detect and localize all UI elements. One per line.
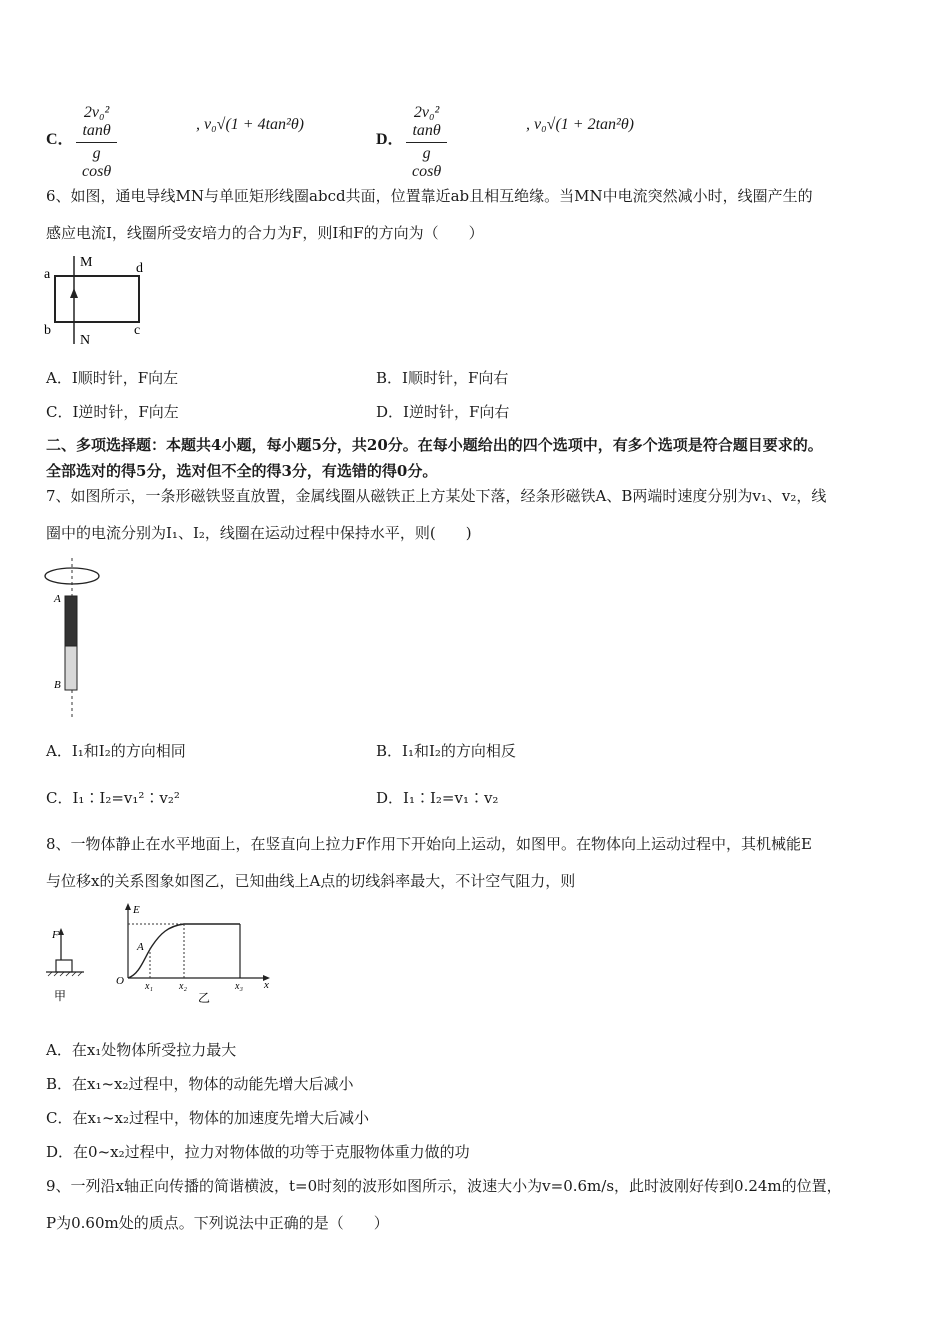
option-label: C． [46, 131, 74, 148]
q8-option-d[interactable]: D．在0~x₂过程中，拉力对物体做的功等于克服物体重力做的功 [46, 1143, 470, 1161]
q6-coil-figure [40, 252, 150, 347]
label-c: c [134, 323, 141, 338]
q7-stem-line1: 7、如图所示，一条形磁铁竖直放置，金属线圈从磁铁正上方某处下落，经条形磁铁A、B两端时速度分别为v₁、v₂，线 [46, 487, 827, 505]
fraction [76, 104, 117, 181]
q8-stem-line1: 8、一物体静止在水平地面上，在竖直向上拉力F作用下开始向上运动，如图甲。在物体向上运动过程中，其机械能E [46, 835, 812, 853]
q7-option-a[interactable]: A．I₁和I₂的方向相同 [46, 742, 186, 760]
label-b-end: B [54, 679, 61, 691]
figure-jia [46, 928, 84, 1003]
numerator: 2v₀² tanθ [76, 104, 117, 143]
current-arrow-icon [70, 288, 78, 298]
magnet-south-half [65, 646, 77, 690]
q9-stem-line1: 9、一列沿x轴正向传播的简谐横波，t=0时刻的波形如图所示，波速大小为v=0.6m/s，此时波刚好传到0.24m的位置， [46, 1177, 842, 1195]
block [56, 960, 72, 972]
denominator: g cosθ [412, 145, 442, 180]
q8-option-c[interactable]: C．在x₁~x₂过程中，物体的加速度先增大后减小 [46, 1109, 369, 1127]
option-label: D． [376, 131, 404, 148]
q6-stem-line2: 感应电流I，线圈所受安培力的合力为F，则I和F的方向为（ ） [46, 224, 484, 242]
label-x3: x₃ [235, 981, 243, 992]
label-x2: x₂ [179, 981, 187, 992]
label-f: F [52, 929, 59, 941]
q9-stem-line2: P为0.60m处的质点。下列说法中正确的是（ ） [46, 1214, 389, 1232]
section2-header-line1: 二、多项选择题：本题共4小题，每小题5分，共20分。在每小题给出的四个选项中，有多个选项是符合题目要求的。 [46, 436, 823, 454]
q7-magnet-figure [40, 558, 110, 718]
label-e: E [133, 904, 140, 916]
label-d: d [136, 261, 143, 276]
q8-figure [44, 900, 284, 1010]
velocity-expression: , v₀√(1 + 2tan²θ) [526, 116, 634, 133]
q7-option-c[interactable]: C．I₁∶I₂=v₁²∶v₂² [46, 789, 180, 807]
label-a-end: A [54, 593, 61, 605]
velocity-expression: , v₀√(1 + 4tan²θ) [196, 116, 304, 133]
q6-option-b[interactable]: B．I顺时针，F向右 [376, 369, 509, 387]
q6-option-d[interactable]: D．I逆时针，F向右 [376, 403, 510, 421]
q8-option-b[interactable]: B．在x₁~x₂过程中，物体的动能先增大后减小 [46, 1075, 354, 1093]
magnet-north-half [65, 596, 77, 646]
q7-option-b[interactable]: B．I₁和I₂的方向相反 [376, 742, 516, 760]
fraction [406, 104, 447, 181]
q7-stem-line2: 圈中的电流分别为I₁、I₂，线圈在运动过程中保持水平，则( ) [46, 524, 472, 542]
q8-stem-line2: 与位移x的关系图象如图乙，已知曲线上A点的切线斜率最大，不计空气阻力，则 [46, 872, 576, 890]
q8-option-a[interactable]: A．在x₁处物体所受拉力最大 [46, 1041, 237, 1059]
numerator: 2v₀² tanθ [406, 104, 447, 143]
label-yi: 乙 [198, 991, 211, 1005]
force-arrow-icon [58, 928, 64, 935]
denominator: g cosθ [82, 145, 112, 180]
q6-stem-line1: 6、如图，通电导线MN与单匝矩形线圈abcd共面，位置靠近ab且相互绝缘。当MN中电流突然减小时，线圈产生的 [46, 187, 813, 205]
e-axis-arrow-icon [125, 903, 131, 910]
figure-yi-graph [116, 903, 270, 1005]
q7-option-d[interactable]: D．I₁∶I₂=v₁∶v₂ [376, 789, 499, 807]
label-b: b [44, 323, 51, 338]
label-jia: 甲 [54, 989, 67, 1003]
coil-rectangle [55, 276, 139, 322]
label-x1: x₁ [145, 981, 153, 992]
q6-option-a[interactable]: A．I顺时针，F向左 [46, 369, 179, 387]
q6-option-c[interactable]: C．I逆时针，F向左 [46, 403, 179, 421]
label-n: N [80, 333, 91, 347]
label-m: M [80, 255, 93, 270]
label-a: a [44, 267, 51, 282]
label-x: x [264, 979, 269, 991]
label-o: O [116, 975, 124, 987]
label-a-point: A [137, 941, 144, 953]
section2-header-line2: 全部选对的得5分，选对但不全的得3分，有选错的得0分。 [46, 462, 438, 480]
